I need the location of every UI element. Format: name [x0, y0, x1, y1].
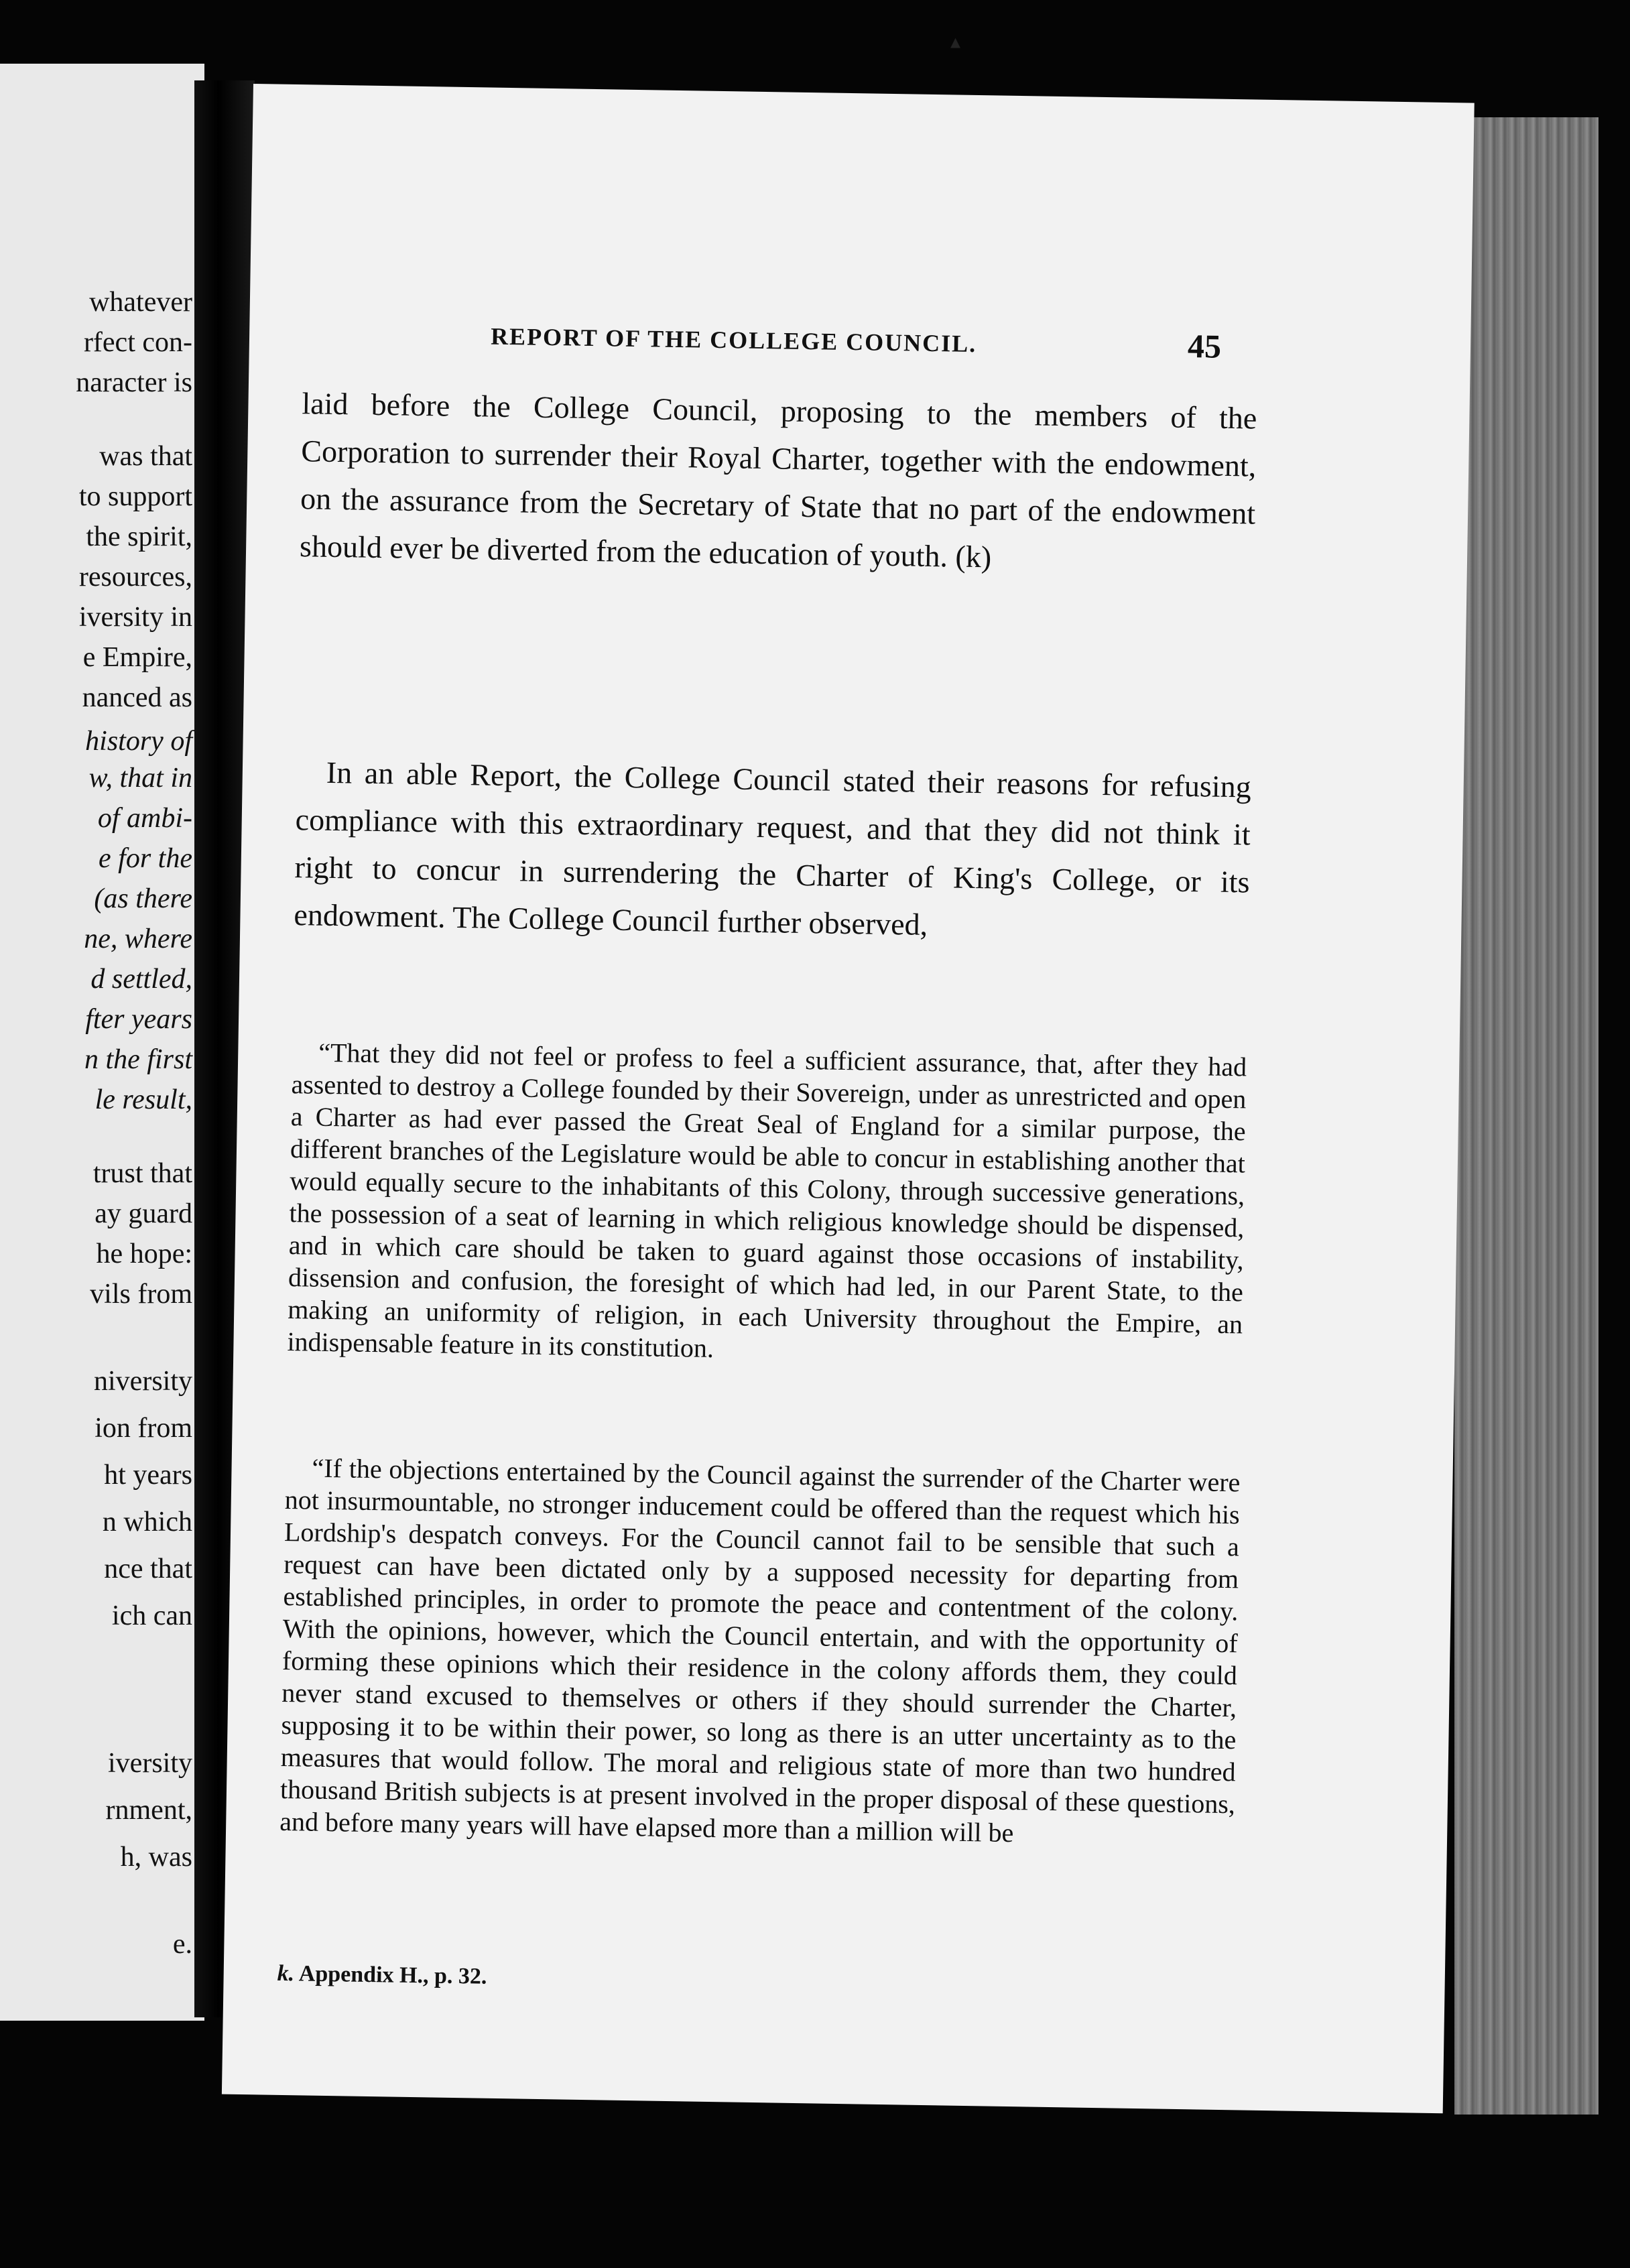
left-page-line: resources,: [78, 562, 192, 592]
left-page-line: ne, where: [84, 924, 192, 954]
quote-paragraph-2: “If the objections entertained by the Council against the surrender of the Charter were not insurmountable, no stronger inducement could be offered than the request which his Lordship's despatch conveys. For the Council cannot fail to be sensible that such a request can have been dictated only by a supposed necessity for departing from established principles, in order to promote the peace and contentment of the colony. With the opinions, however, which the Council entertain, and with the opportunity of forming these opinions which their residence in the colony affords them, they could never stand excused to themselves or others if they should surrender the Charter, supposing it to be within their power, so long as there is an utter uncertainty as to the measures that would follow. The moral and religious state of more than two hundred thousand British subjects is at present involved in the proper disposal of these questions, and before many years will have elapsed more than a million will be: [279, 1452, 1241, 1848]
left-page-line: was that: [99, 441, 192, 472]
left-page-line: naracter is: [76, 367, 192, 398]
left-page-line: w, that in: [88, 763, 192, 794]
body-paragraph-2: In an able Report, the College Council stated their reasons for refusing compliance with this extraordinary request, and that they did not think it right to concur in surrendering the Charter of King's College, or its endowment. The College Council further observed,: [294, 755, 1252, 942]
left-page-line: the spirit,: [86, 521, 192, 552]
left-page-line: iversity in: [78, 602, 192, 633]
left-page-line: e for the: [99, 843, 192, 874]
left-page-line: nanced as: [82, 682, 192, 713]
left-page-line: d settled,: [90, 964, 192, 995]
page-edges: [1454, 117, 1598, 2115]
left-page-line: rfect con-: [83, 327, 192, 358]
left-page-line: e.: [172, 1929, 192, 1960]
left-page-line: rnment,: [105, 1795, 192, 1826]
left-page-line: n the first: [84, 1044, 192, 1075]
page-number: 45: [1187, 326, 1222, 365]
left-page-line: ay guard: [95, 1198, 192, 1229]
left-page-line: ion from: [95, 1413, 192, 1444]
left-page-line: he hope:: [96, 1239, 192, 1269]
right-page: [222, 84, 1475, 2113]
left-page-line: (as there: [94, 883, 192, 914]
left-page-line: vils from: [90, 1279, 192, 1310]
quote-paragraph-1: “That they did not feel or profess to feel a sufficient assurance, that, after they had assented to destroy a College founded by their Sovereign, under as unrestricted and open a Charter as had ever passed the Great Seal of England for a similar purpose, the different branches of the Legislature would be able to concur in establishing another that would equally secure to the inhabitants of this Colony, through successive generations, the possession of a seat of learning in which religious knowledge should be dispensed, and in which care should be taken to guard against those occasions of instability, dissension and confusion, the foresight of which had led, in our Parent State, to the making an uniformity of religion, in each University throughout the Empire, an indispensable feature in its constitution.: [287, 1037, 1247, 1364]
left-page-line: ht years: [104, 1460, 192, 1491]
left-page-line: n which: [102, 1507, 192, 1537]
left-page-line: le result,: [95, 1084, 192, 1115]
left-page-line: e Empire,: [82, 642, 192, 673]
left-page-line: niversity: [94, 1366, 192, 1397]
footnote: [277, 1961, 487, 1990]
footnote-text: Appendix H., p. 32.: [298, 1961, 487, 1989]
left-page-line: fter years: [85, 1004, 192, 1035]
left-page-line: to support: [78, 481, 192, 512]
left-page-line: history of: [85, 726, 192, 757]
speck-mark: ▴: [950, 31, 961, 53]
left-page-line: ich can: [111, 1600, 192, 1631]
left-page-line: of ambi-: [97, 803, 192, 834]
body-paragraph-1: laid before the College Council, proposing to the members of the Corporation to surrender their Royal Charter, together with the endowment, on the assurance from the Secretary of State that no part of the endowment should ever be diverted from the education of youth. (k): [299, 386, 1257, 574]
footnote-marker: k.: [277, 1960, 295, 1987]
left-page-line: iversity: [108, 1748, 192, 1779]
left-facing-page: [0, 64, 204, 2021]
left-page-line: h, was: [120, 1842, 192, 1873]
left-page-line: trust that: [92, 1158, 192, 1189]
left-page-line: nce that: [104, 1554, 192, 1584]
left-page-line: whatever: [89, 287, 192, 318]
running-header: REPORT OF THE COLLEGE COUNCIL.: [490, 322, 977, 357]
